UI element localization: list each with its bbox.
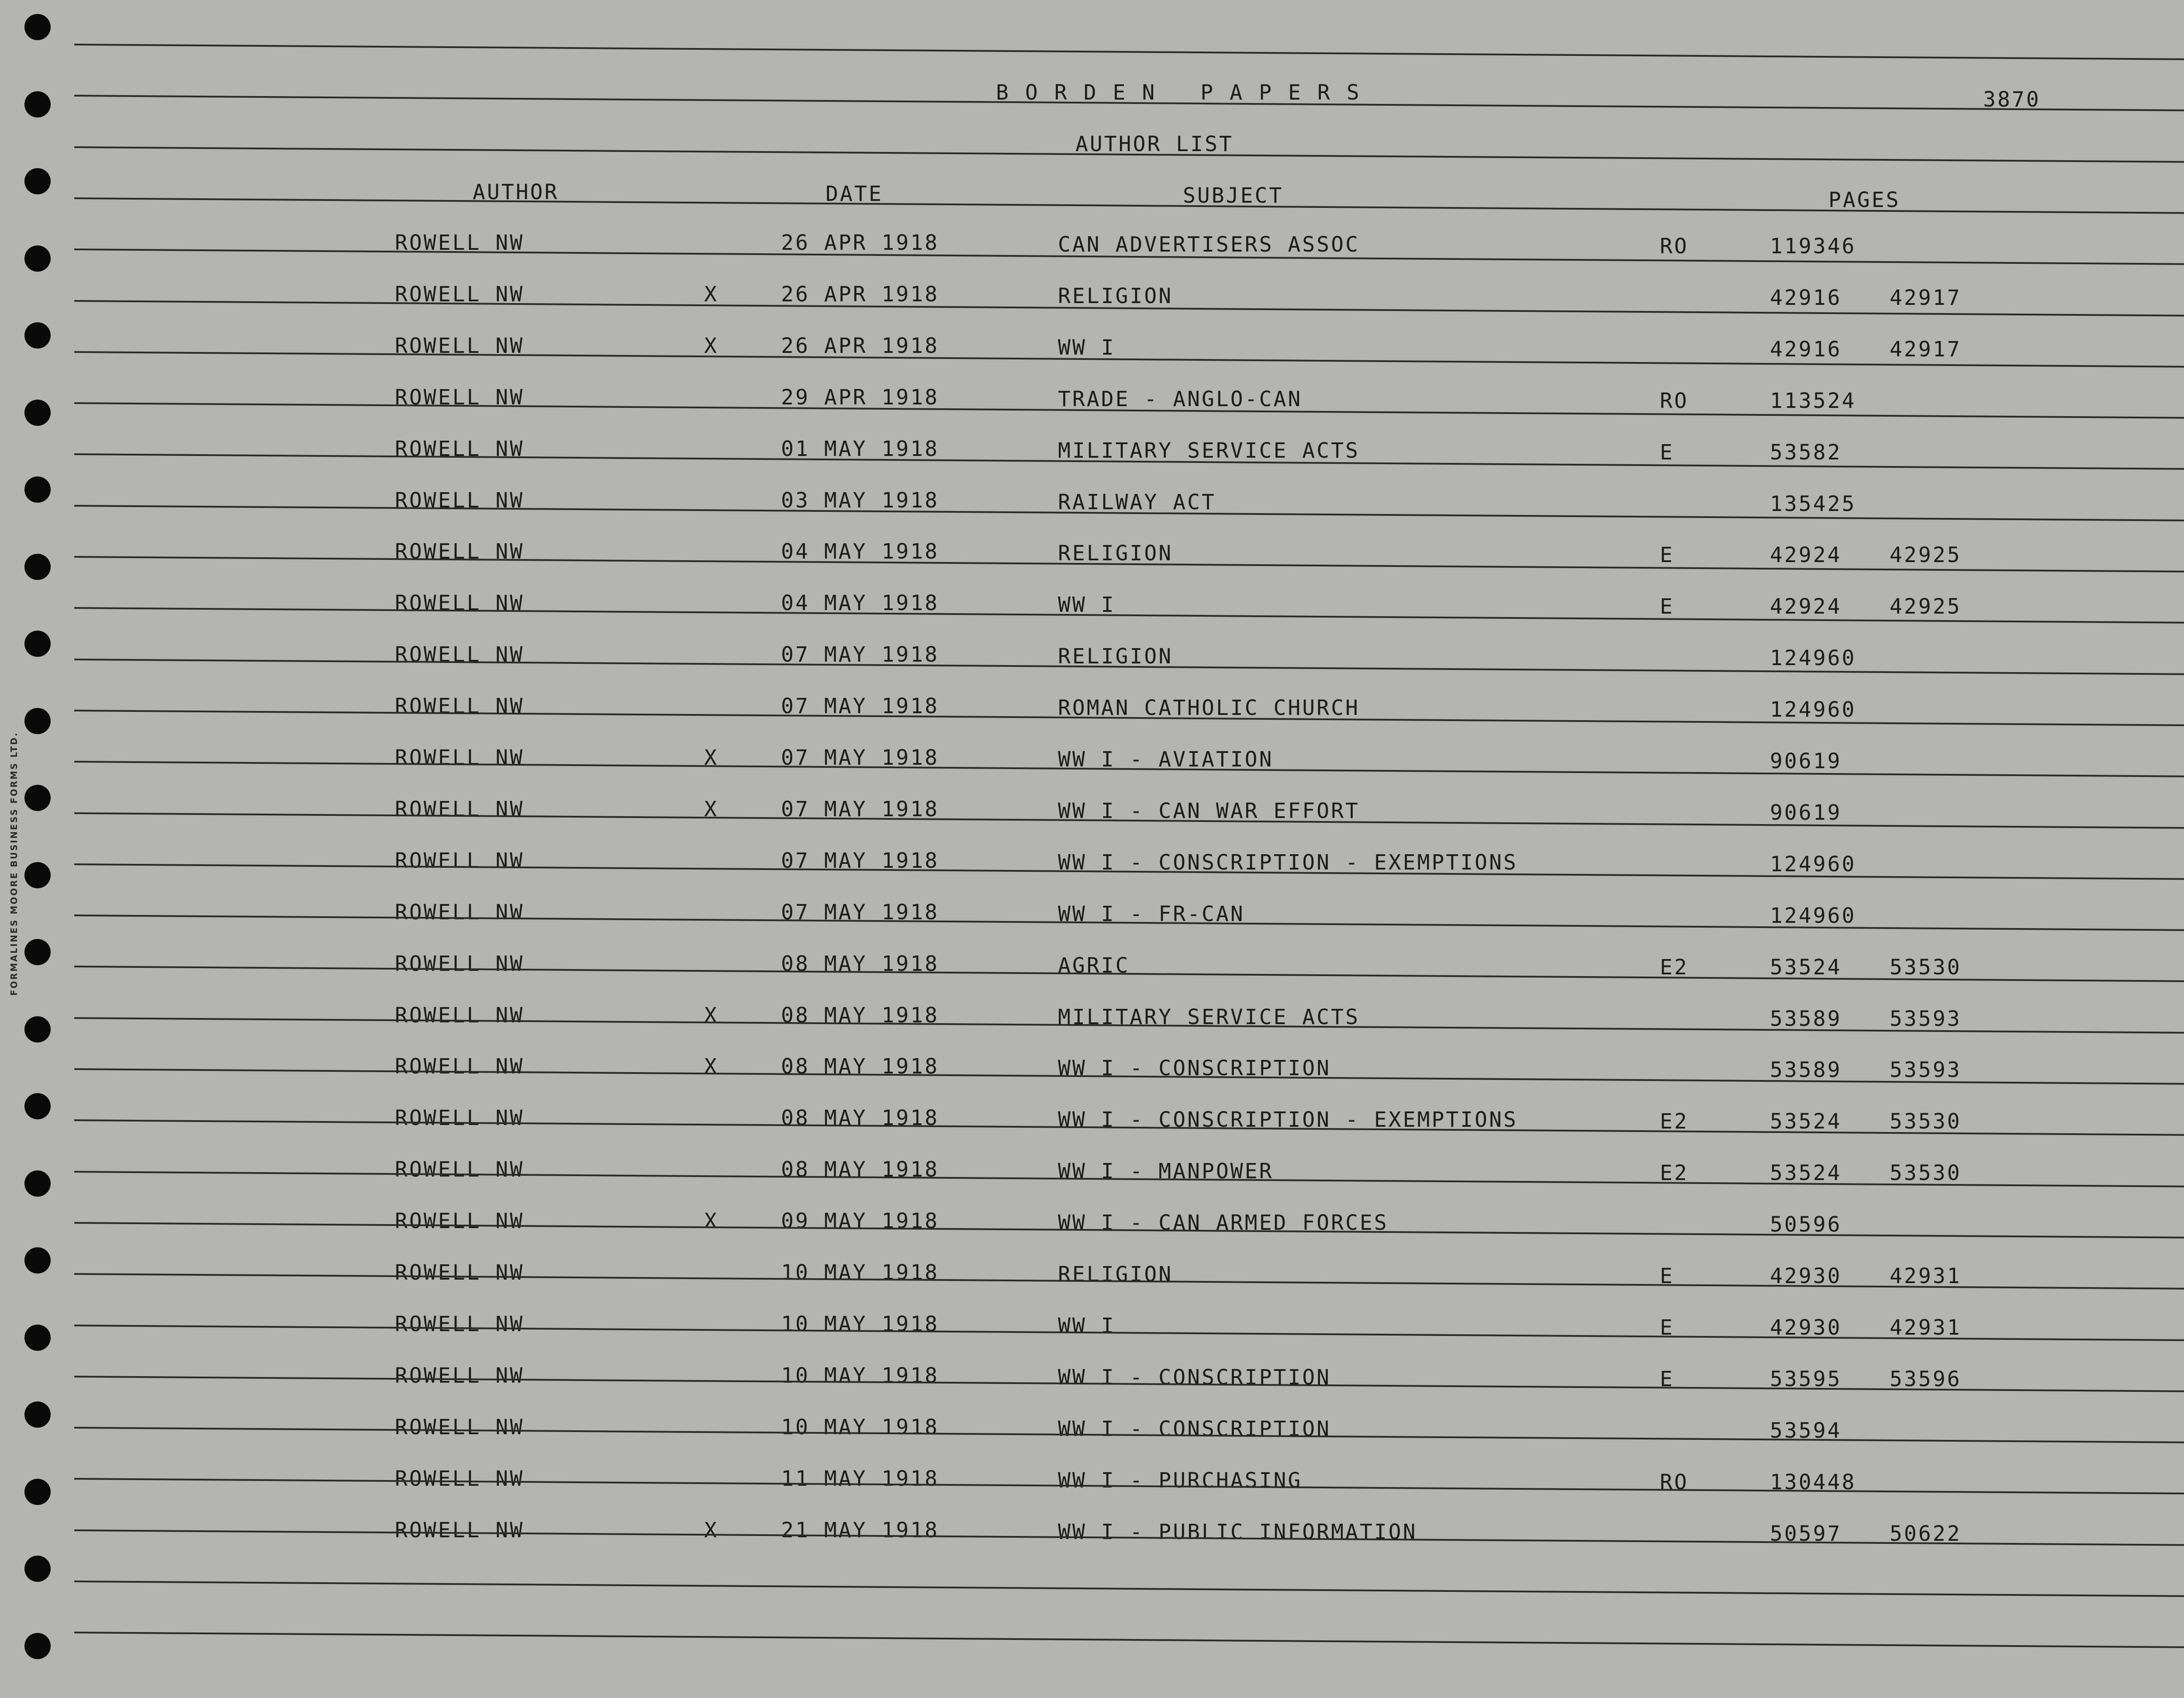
cell-subject: RELIGION [1058, 644, 1173, 669]
cell-subject: WW I - CONSCRIPTION [1058, 1416, 1331, 1441]
cell-page1: 42930 [1770, 1315, 1842, 1340]
cell-code: E2 [1660, 1109, 1689, 1134]
cell-date: 09 MAY 1918 [781, 1209, 939, 1234]
cell-mark: X [704, 333, 719, 358]
cell-author: ROWELL NW [395, 231, 525, 255]
cell-page1: 53524 [1770, 955, 1842, 980]
cell-author: ROWELL NW [395, 951, 525, 976]
cell-author: ROWELL NW [395, 745, 525, 770]
cell-author: ROWELL NW [395, 1311, 525, 1336]
cell-author: ROWELL NW [395, 848, 525, 873]
cell-page1: 90619 [1770, 800, 1842, 825]
column-header-date: DATE [826, 182, 883, 206]
cell-subject: WW I - PUBLIC INFORMATION [1058, 1519, 1417, 1544]
cell-code: RO [1660, 234, 1689, 259]
cell-mark: X [704, 1518, 719, 1543]
cell-code: E2 [1660, 955, 1689, 980]
sprocket-hole [24, 785, 51, 811]
cell-subject: MILITARY SERVICE ACTS [1058, 1004, 1360, 1029]
cell-author: ROWELL NW [395, 1157, 525, 1182]
cell-subject: WW I - FR-CAN [1058, 901, 1245, 926]
ruled-line [74, 1581, 2184, 1598]
cell-mark: X [704, 1003, 719, 1028]
sprocket-hole [24, 708, 51, 734]
cell-code: E [1660, 440, 1674, 465]
cell-code: E [1660, 1315, 1674, 1340]
cell-code: E [1660, 1264, 1674, 1288]
cell-page1: 42916 [1770, 337, 1842, 362]
cell-date: 08 MAY 1918 [781, 1157, 939, 1182]
cell-page1: 124960 [1770, 852, 1856, 877]
cell-page1: 119346 [1770, 234, 1856, 259]
sprocket-hole [24, 862, 51, 888]
column-header-pages: PAGES [1828, 188, 1901, 212]
cell-subject: WW I [1058, 593, 1116, 618]
cell-page1: 124960 [1770, 646, 1856, 671]
cell-page2: 53530 [1890, 955, 1962, 980]
form-manufacturer-imprint: FORMALINES MOORE BUSINESS FORMS LTD. [9, 732, 19, 996]
sprocket-hole [24, 400, 51, 426]
cell-page1: 53594 [1770, 1418, 1842, 1443]
cell-date: 03 MAY 1918 [781, 488, 939, 513]
cell-code: E2 [1660, 1161, 1689, 1186]
cell-subject: WW I - CAN ARMED FORCES [1058, 1211, 1389, 1236]
column-header-subject: SUBJECT [1183, 183, 1284, 208]
cell-subject: RELIGION [1058, 1262, 1173, 1287]
cell-subject: AGRIC [1058, 953, 1130, 978]
cell-page2: 42917 [1890, 285, 1962, 310]
sprocket-hole [24, 245, 51, 272]
cell-author: ROWELL NW [395, 1106, 525, 1131]
cell-date: 07 MAY 1918 [781, 848, 939, 873]
cell-code: E [1660, 594, 1674, 619]
cell-subject: WW I [1058, 335, 1116, 360]
sprocket-hole [24, 1247, 51, 1274]
cell-date: 08 MAY 1918 [781, 951, 939, 976]
cell-subject: WW I [1058, 1313, 1116, 1338]
page-number: 3870 [1983, 87, 2041, 112]
sprocket-hole [24, 1401, 51, 1428]
cell-date: 21 MAY 1918 [781, 1518, 939, 1543]
cell-page2: 42931 [1890, 1264, 1962, 1288]
cell-date: 07 MAY 1918 [781, 694, 939, 719]
cell-page1: 53595 [1770, 1367, 1842, 1391]
cell-page2: 42925 [1890, 543, 1962, 568]
cell-date: 08 MAY 1918 [781, 1106, 939, 1131]
sprocket-hole [24, 1016, 51, 1042]
cell-subject: WW I - AVIATION [1058, 747, 1274, 772]
sprocket-hole [24, 1633, 51, 1659]
cell-code: RO [1660, 388, 1689, 413]
cell-subject: TRADE - ANGLO-CAN [1058, 387, 1303, 411]
cell-page2: 53596 [1890, 1367, 1962, 1391]
cell-date: 04 MAY 1918 [781, 591, 939, 616]
column-header-author: AUTHOR [473, 180, 559, 204]
sprocket-hole [24, 554, 51, 580]
cell-subject: WW I - CONSCRIPTION - EXEMPTIONS [1058, 850, 1518, 875]
cell-page1: 90619 [1770, 749, 1842, 773]
cell-date: 07 MAY 1918 [781, 797, 939, 821]
cell-author: ROWELL NW [395, 1054, 525, 1079]
cell-page1: 53524 [1770, 1161, 1842, 1186]
cell-date: 07 MAY 1918 [781, 745, 939, 770]
cell-subject: ROMAN CATHOLIC CHURCH [1058, 696, 1360, 721]
cell-subject: WW I - CONSCRIPTION [1058, 1365, 1331, 1390]
cell-date: 01 MAY 1918 [781, 436, 939, 461]
sprocket-hole [24, 14, 51, 40]
cell-page2: 42925 [1890, 594, 1962, 619]
cell-author: ROWELL NW [395, 1466, 525, 1491]
cell-mark: X [704, 1209, 719, 1234]
sprocket-hole [24, 1325, 51, 1351]
ruled-line [74, 44, 2184, 61]
sprocket-hole [24, 939, 51, 965]
cell-date: 26 APR 1918 [781, 333, 939, 358]
ruled-line [74, 1632, 2184, 1649]
ruled-line [74, 1325, 2184, 1342]
cell-date: 26 APR 1918 [781, 282, 939, 307]
cell-mark: X [704, 797, 719, 821]
sprocket-hole [24, 1479, 51, 1505]
sprocket-hole [24, 1093, 51, 1119]
cell-author: ROWELL NW [395, 1518, 525, 1543]
cell-author: ROWELL NW [395, 1363, 525, 1388]
document-title: BORDEN PAPERS [996, 80, 1376, 105]
sprocket-hole [24, 91, 51, 117]
list-title: AUTHOR LIST [1075, 132, 1234, 156]
cell-subject: WW I - MANPOWER [1058, 1159, 1274, 1184]
cell-page1: 50597 [1770, 1521, 1842, 1546]
cell-code: RO [1660, 1470, 1689, 1494]
ruled-line [74, 607, 2184, 624]
cell-page1: 53582 [1770, 440, 1842, 465]
cell-subject: WW I - CAN WAR EFFORT [1058, 798, 1360, 823]
cell-author: ROWELL NW [395, 282, 525, 307]
cell-subject: MILITARY SERVICE ACTS [1058, 438, 1360, 463]
cell-date: 10 MAY 1918 [781, 1260, 939, 1285]
cell-date: 10 MAY 1918 [781, 1363, 939, 1388]
cell-author: ROWELL NW [395, 539, 525, 564]
sprocket-hole [24, 1170, 51, 1197]
cell-page1: 113524 [1770, 388, 1856, 413]
sprocket-hole [24, 322, 51, 349]
cell-author: ROWELL NW [395, 333, 525, 358]
ruled-line [74, 351, 2184, 368]
cell-page1: 53524 [1770, 1109, 1842, 1134]
cell-page2: 42931 [1890, 1315, 1962, 1340]
cell-page1: 53589 [1770, 1058, 1842, 1083]
cell-date: 10 MAY 1918 [781, 1311, 939, 1336]
cell-author: ROWELL NW [395, 642, 525, 667]
cell-author: ROWELL NW [395, 488, 525, 513]
cell-page2: 53530 [1890, 1161, 1962, 1186]
cell-page1: 53589 [1770, 1006, 1842, 1031]
cell-subject: RAILWAY ACT [1058, 490, 1216, 514]
cell-author: ROWELL NW [395, 694, 525, 719]
cell-author: ROWELL NW [395, 591, 525, 616]
cell-page2: 53530 [1890, 1109, 1962, 1134]
cell-page1: 135425 [1770, 491, 1856, 516]
cell-subject: WW I - CONSCRIPTION - EXEMPTIONS [1058, 1108, 1518, 1132]
cell-date: 29 APR 1918 [781, 385, 939, 410]
cell-date: 04 MAY 1918 [781, 539, 939, 564]
cell-date: 08 MAY 1918 [781, 1003, 939, 1028]
cell-date: 26 APR 1918 [781, 231, 939, 255]
cell-subject: CAN ADVERTISERS ASSOC [1058, 232, 1360, 257]
cell-author: ROWELL NW [395, 1209, 525, 1234]
cell-page1: 42916 [1770, 285, 1842, 310]
cell-author: ROWELL NW [395, 385, 525, 410]
cell-mark: X [704, 1054, 719, 1079]
cell-author: ROWELL NW [395, 900, 525, 925]
cell-date: 11 MAY 1918 [781, 1466, 939, 1491]
cell-date: 10 MAY 1918 [781, 1415, 939, 1439]
cell-page2: 53593 [1890, 1006, 1962, 1031]
cell-date: 08 MAY 1918 [781, 1054, 939, 1079]
cell-author: ROWELL NW [395, 1415, 525, 1439]
cell-subject: WW I - PURCHASING [1058, 1468, 1303, 1493]
cell-subject: WW I - CONSCRIPTION [1058, 1056, 1331, 1081]
cell-author: ROWELL NW [395, 797, 525, 821]
cell-date: 07 MAY 1918 [781, 900, 939, 925]
cell-page1: 42924 [1770, 543, 1842, 568]
sprocket-hole [24, 1556, 51, 1582]
cell-page1: 130448 [1770, 1470, 1856, 1494]
cell-code: E [1660, 1367, 1674, 1391]
cell-mark: X [704, 282, 719, 307]
cell-author: ROWELL NW [395, 1260, 525, 1285]
sprocket-hole [24, 631, 51, 657]
cell-author: ROWELL NW [395, 436, 525, 461]
cell-page1: 124960 [1770, 903, 1856, 928]
cell-page1: 50596 [1770, 1212, 1842, 1237]
cell-page2: 53593 [1890, 1058, 1962, 1083]
sprocket-hole [24, 476, 51, 503]
cell-mark: X [704, 745, 719, 770]
cell-code: E [1660, 543, 1674, 568]
cell-page2: 42917 [1890, 337, 1962, 362]
cell-subject: RELIGION [1058, 541, 1173, 566]
cell-page1: 42924 [1770, 594, 1842, 619]
sprocket-hole [24, 168, 51, 194]
cell-page2: 50622 [1890, 1521, 1962, 1546]
cell-page1: 124960 [1770, 697, 1856, 722]
cell-author: ROWELL NW [395, 1003, 525, 1028]
cell-date: 07 MAY 1918 [781, 642, 939, 667]
cell-page1: 42930 [1770, 1264, 1842, 1288]
cell-subject: RELIGION [1058, 283, 1173, 308]
